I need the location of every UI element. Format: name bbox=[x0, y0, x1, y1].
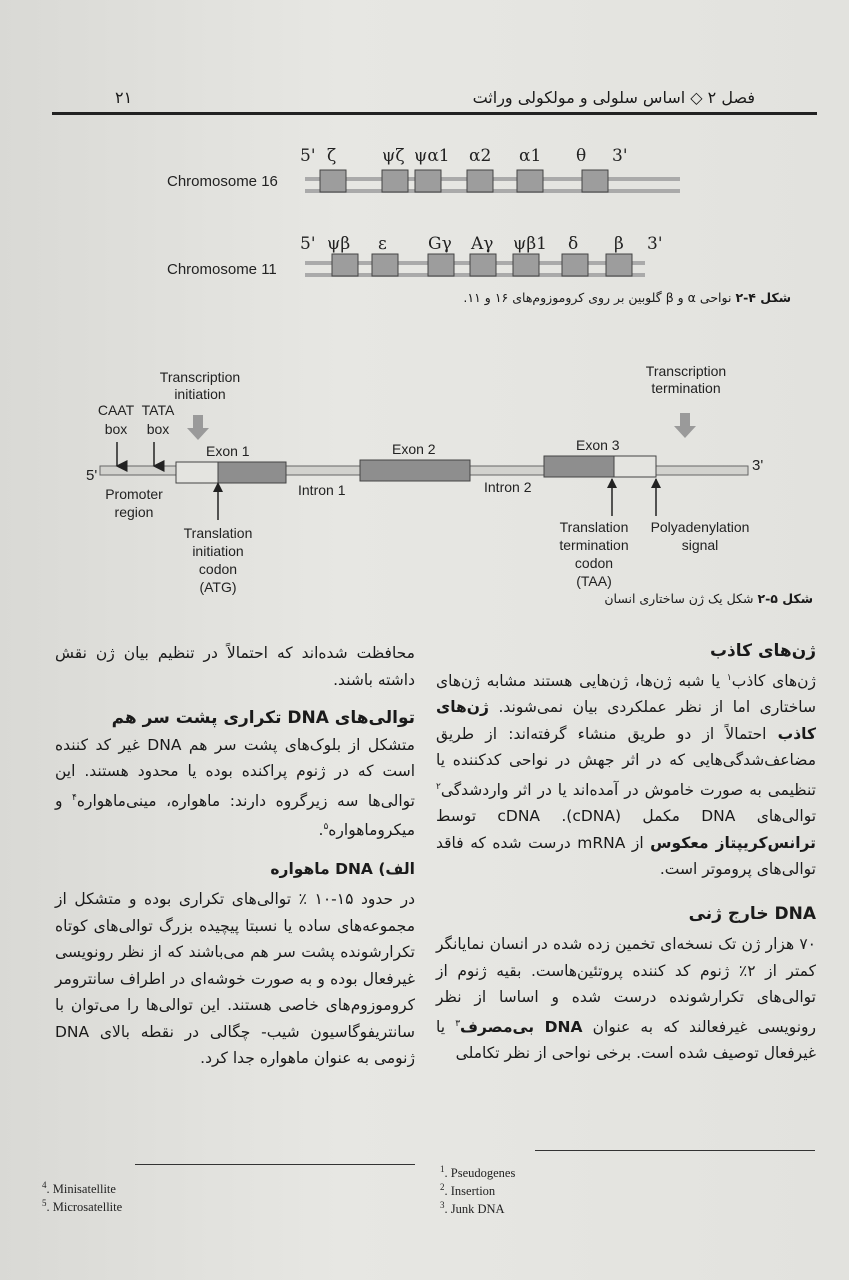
fn1-num: 1 bbox=[440, 1164, 445, 1174]
r1-bold2: ترانس‌کریپتاز معکوس bbox=[650, 833, 816, 852]
r2-bold: DNA بی‌مصرف bbox=[460, 1017, 583, 1036]
translation-termination-label bbox=[548, 518, 640, 590]
r1-bold1: ژن‌های کاذب bbox=[436, 698, 816, 743]
fn2-text: . Insertion bbox=[444, 1184, 496, 1199]
fn3-num: 3 bbox=[440, 1200, 445, 1211]
tt-line2: termination bbox=[559, 537, 629, 553]
pseudogenes-heading: ژن‌های کاذب bbox=[709, 641, 816, 661]
fn4-num: 4 bbox=[42, 1180, 47, 1190]
p1-sup4: ۴ bbox=[72, 792, 77, 803]
chr11-five-prime: 5' bbox=[300, 234, 316, 254]
figure5-caption-text: شکل یک ژن ساختاری انسان bbox=[604, 591, 758, 606]
promoter-region-label bbox=[98, 485, 170, 521]
gene-three-prime: 3' bbox=[752, 457, 764, 474]
exon1-label: Exon 1 bbox=[206, 443, 250, 459]
fn3-text: . Junk DNA bbox=[444, 1202, 505, 1217]
gene-zeta: ζ bbox=[327, 146, 337, 166]
transcription-termination-line1: Transcription bbox=[645, 363, 727, 379]
tt-line1: Translation bbox=[559, 519, 629, 535]
left-column bbox=[55, 640, 415, 1072]
transcription-initiation-label bbox=[152, 369, 248, 403]
fn4-text: . Minisatellite bbox=[46, 1182, 116, 1197]
right-footnote-rule bbox=[535, 1150, 815, 1151]
promoter-line1: Promoter bbox=[105, 486, 163, 502]
pa-line2: signal bbox=[681, 537, 719, 553]
gene-epsilon: ε bbox=[378, 234, 387, 254]
intron1-label: Intron 1 bbox=[298, 482, 346, 498]
figure4-caption-number: شکل ۴-۲ bbox=[735, 290, 791, 305]
r1-c: احتمالاً از دو طریق منشاء گرفته‌اند: از طریق مضاعف‌شدگی‌هایی که در اثر جهش در نواحی کدکننده یا تنظیمی به صورت خاموش در آمده‌اند یا در اثر واردشدگی bbox=[436, 724, 816, 799]
gene-psi-beta: ψβ bbox=[327, 234, 351, 254]
p1-b: و میکروماهواره bbox=[55, 791, 415, 840]
r1-sup1: ۱ bbox=[726, 672, 732, 683]
r2-b: یا غیرفعال توصیف شده است. برخی نواحی از نظر تکاملی bbox=[436, 1017, 816, 1063]
transcription-initiation-line2: initiation bbox=[174, 386, 226, 402]
extragenic-paragraph bbox=[436, 931, 816, 1067]
translation-initiation-label bbox=[172, 524, 264, 596]
gene-alpha1: α1 bbox=[519, 146, 542, 166]
tt-line3: codon bbox=[574, 555, 614, 571]
fn5-num: 5 bbox=[42, 1198, 47, 1209]
tata-line1: TATA bbox=[141, 402, 175, 418]
caat-line1: CAAT bbox=[97, 402, 135, 418]
caat-line2: box bbox=[104, 421, 128, 437]
pseudogenes-paragraph bbox=[436, 665, 816, 883]
r1-e: از mRNA درست شده که فاقد توالی‌های پروموتر است. bbox=[436, 833, 816, 879]
intron2-label: Intron 2 bbox=[484, 479, 532, 495]
gene-g-gamma: Gγ bbox=[428, 234, 452, 254]
gene-beta: β bbox=[614, 234, 624, 254]
gene-psi-zeta: ψζ bbox=[382, 146, 405, 166]
r2-sup3: ۳ bbox=[455, 1018, 461, 1029]
ti-line3: codon bbox=[198, 561, 238, 577]
pa-line1: Polyadenylation bbox=[650, 519, 750, 535]
footnote-2 bbox=[440, 1180, 515, 1198]
polyadenylation-label bbox=[644, 518, 756, 554]
page-number: ۲۱ bbox=[115, 88, 133, 107]
satellite-paragraph: در حدود ۱۵-۱۰ ٪ توالی‌های تکراری بوده و متشکل از مجموعه‌های ساده یا نسبتا پیچیده بزرگ توالی‌های کوتاه تکرارشونده پشت سر هم می‌باشند که از نظر رونویسی غیرفعال بوده و به صورت خوشه‌ای در اطراف سانترومر کروموزوم‌های خاصی هستند. این توالی‌ها را می‌توان با سانتریفوگاسیون شیب- چگالی در نقطه بالای DNA ژنومی به عنوان ماهواره جدا کرد. bbox=[55, 890, 415, 1068]
gene-alpha2: α2 bbox=[469, 146, 492, 166]
chromosome11-label: Chromosome 11 bbox=[167, 261, 277, 278]
right-footnotes bbox=[440, 1162, 515, 1216]
fn1-text: . Pseudogenes bbox=[444, 1166, 516, 1181]
p1-c: . bbox=[318, 821, 324, 840]
left-continuation: محافظت شده‌اند که احتمالاً در تنظیم بیان ژن نقش داشته باشند. bbox=[55, 644, 415, 689]
left-footnotes bbox=[42, 1178, 122, 1214]
chromosome16-label: Chromosome 16 bbox=[167, 173, 278, 190]
r2-a: ۷۰ هزار ژن تک نسخه‌ای تخمین زده شده در انسان نمایانگر کمتر از ۲٪ ژنوم کد کننده پروتئین‌هاست. بقیه ژنوم از توالی‌های تکرارشونده درست شده و اساسا از نظر رونویسی غیرفعالند که به عنوان bbox=[436, 935, 817, 1036]
gene-five-prime: 5' bbox=[86, 467, 98, 484]
tata-box-label bbox=[135, 401, 181, 439]
r1-d: توالی‌های DNA مکمل (cDNA). cDNA توسط bbox=[436, 807, 817, 826]
footnote-1 bbox=[440, 1162, 515, 1180]
tata-line2: box bbox=[146, 421, 170, 437]
chr16-three-prime: 3' bbox=[612, 146, 628, 166]
transcription-termination-label bbox=[636, 363, 736, 397]
p1-sup5: ۵ bbox=[323, 822, 329, 833]
transcription-termination-line2: termination bbox=[651, 380, 721, 396]
footnote-3 bbox=[440, 1198, 515, 1216]
gene-psi-beta1: ψβ1 bbox=[513, 234, 547, 254]
r1-b: یا شبه ژن‌ها، ژن‌هایی هستند مشابه ژن‌های ساختاری اما از نظر عملکردی بیان نمی‌شوند. bbox=[436, 671, 816, 717]
left-footnote-rule bbox=[135, 1164, 415, 1165]
extragenic-dna-heading: DNA خارج ژنی bbox=[688, 903, 816, 924]
promoter-line2: region bbox=[114, 504, 154, 520]
caat-box-label bbox=[93, 401, 139, 439]
chapter-title: فصل ۲ ◇ اساس سلولی و مولکولی وراثت bbox=[472, 88, 755, 107]
exon2-label: Exon 2 bbox=[392, 441, 436, 457]
p1-a: متشکل از بلوک‌های پشت سر هم DNA غیر کد کننده است که در ژنوم پراکنده بوده یا محدود هستند. این توالی‌ها سه زیرگروه دارند: ماهواره، مینی‌ماهواره bbox=[55, 735, 415, 810]
tt-line4: (TAA) bbox=[576, 573, 612, 589]
exon3-label: Exon 3 bbox=[576, 437, 620, 453]
transcription-initiation-line1: Transcription bbox=[159, 369, 241, 385]
right-column bbox=[436, 638, 816, 1067]
figure4-caption-text: نواحی α و β گلوبین بر روی کروموزوم‌های ۱۶ و ۱۱. bbox=[463, 290, 736, 305]
footnote-4 bbox=[42, 1178, 122, 1196]
satellite-heading: الف) DNA ماهواره bbox=[270, 859, 415, 878]
fn5-text: . Microsatellite bbox=[46, 1200, 123, 1215]
r1-sup2: ۲ bbox=[436, 781, 441, 792]
fn2-num: 2 bbox=[440, 1182, 445, 1193]
r1-a: ژن‌های کاذب bbox=[731, 671, 816, 690]
chr11-three-prime: 3' bbox=[647, 234, 663, 254]
ti-line4: (ATG) bbox=[199, 579, 237, 595]
ti-line1: Translation bbox=[183, 525, 253, 541]
gene-delta: δ bbox=[568, 234, 579, 254]
tandem-repeat-heading: توالی‌های DNA تکراری پشت سر هم bbox=[111, 708, 415, 728]
gene-theta: θ bbox=[576, 146, 587, 166]
ti-line2: initiation bbox=[192, 543, 244, 559]
footnote-5 bbox=[42, 1196, 122, 1214]
gene-psi-alpha1: ψα1 bbox=[414, 146, 450, 166]
figure5-caption bbox=[513, 591, 813, 606]
figure5-caption-number: شکل ۵-۲ bbox=[757, 591, 813, 606]
gene-a-gamma: Aγ bbox=[471, 234, 494, 254]
tandem-repeat-paragraph bbox=[55, 732, 415, 844]
chr16-five-prime: 5' bbox=[300, 146, 316, 166]
